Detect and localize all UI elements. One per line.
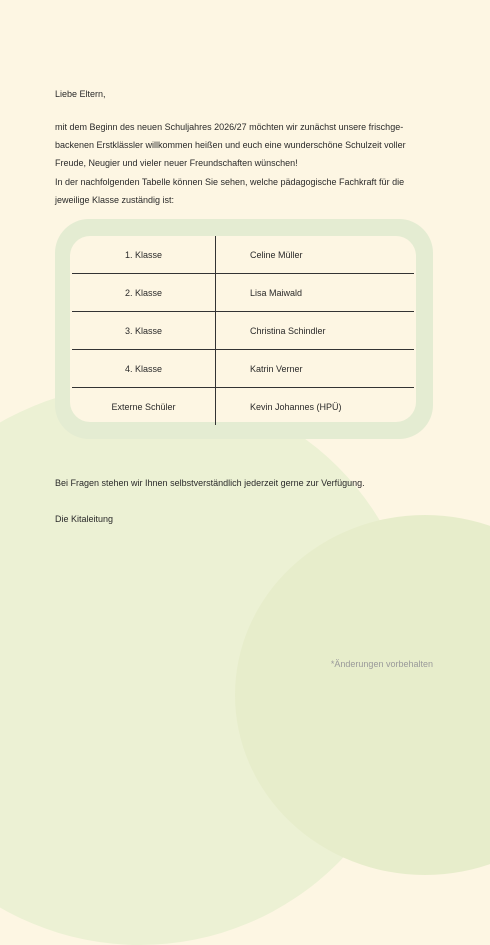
closing-sentence: Bei Fragen stehen wir Ihnen selbstverständlich jederzeit gerne zur Verfügung. <box>55 478 365 488</box>
class-cell: 2. Klasse <box>72 274 216 312</box>
signature: Die Kitaleitung <box>55 514 114 524</box>
table-row <box>72 350 414 388</box>
table-row <box>72 312 414 350</box>
staff-cell: Lisa Maiwald <box>216 274 415 312</box>
staff-cell: Kevin Johannes (HPÜ) <box>250 401 342 412</box>
staff-cell: Celine Müller <box>216 236 415 274</box>
class-cell: 4. Klasse <box>72 350 216 388</box>
footnote: *Änderungen vorbehalten <box>330 659 433 669</box>
table-row <box>72 388 414 426</box>
intro-line: mit dem Beginn des neuen Schuljahres 2026/27 möchten wir zunächst unsere frischge- <box>55 122 404 132</box>
staff-cell: Christina Schindler <box>216 312 415 350</box>
table-row <box>72 274 414 312</box>
staff-cell: Katrin Verner <box>216 350 415 388</box>
intro-line: jeweilige Klasse zuständig ist: <box>55 194 175 205</box>
class-assignment-table <box>72 236 414 425</box>
table-row <box>72 236 414 274</box>
intro-paragraph <box>55 118 447 209</box>
class-cell: Externe Schüler <box>72 388 216 426</box>
intro-line: Freude, Neugier und vieler neuer Freundschaften wünschen! <box>55 158 298 169</box>
class-cell: 1. Klasse <box>72 236 216 274</box>
intro-line: In der nachfolgenden Tabelle können Sie sehen, welche pädagogische Fachkraft für die <box>55 176 405 187</box>
greeting: Liebe Eltern, <box>55 89 106 99</box>
intro-line: backenen Erstklässler willkommen heißen und euch eine wunderschöne Schulzeit voller <box>55 140 406 151</box>
class-cell: 3. Klasse <box>72 312 216 350</box>
